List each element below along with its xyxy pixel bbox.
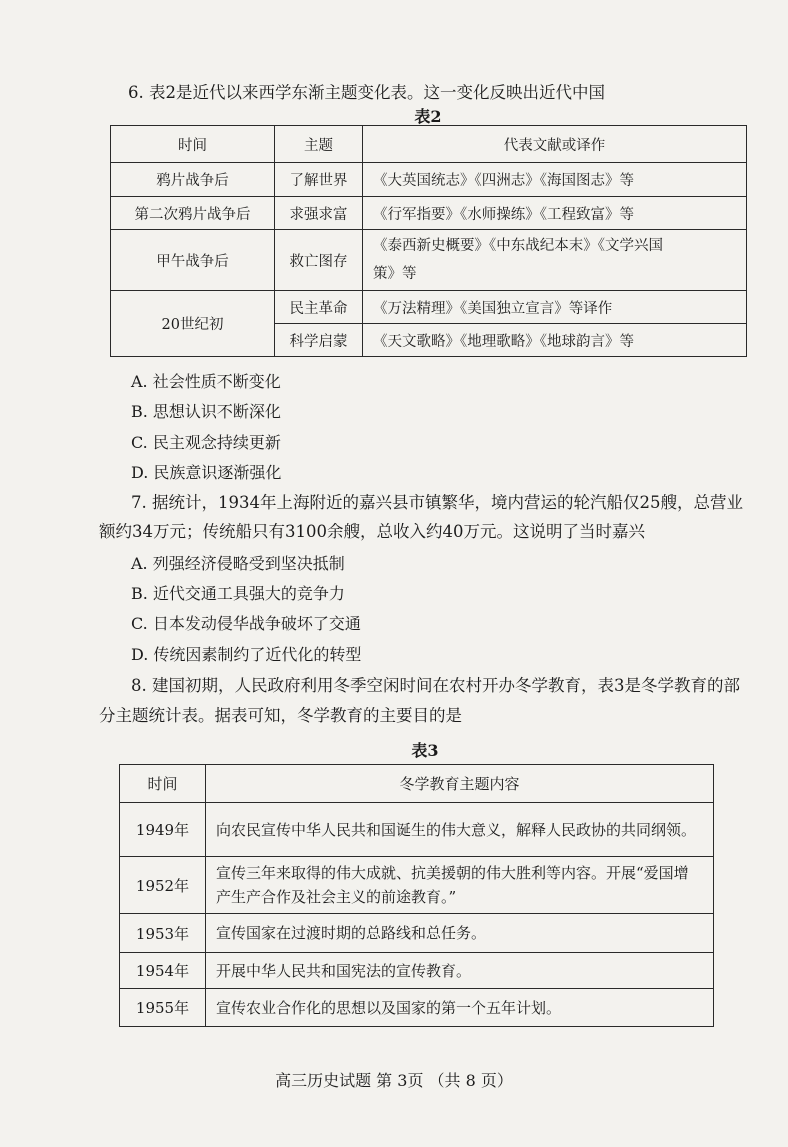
table-row	[120, 857, 714, 914]
q6-option-b[interactable]: B. 思想认识不断深化	[131, 402, 281, 421]
table-row	[120, 914, 714, 953]
table3-content: 宣传三年来取得的伟大成就、抗美援朝的伟大胜利等内容。开展“爱国增产生产合作及社会主义的前途教育。”	[206, 857, 714, 914]
table3-content: 宣传国家在过渡时期的总路线和总任务。	[206, 914, 714, 953]
table2-works-line: 策》等	[373, 266, 417, 282]
table2-theme: 了解世界	[275, 163, 363, 197]
table-row	[111, 291, 747, 324]
q6-stem: 6. 表2是近代以来西学东渐主题变化表。这一变化反映出近代中国	[128, 83, 605, 102]
table2-works: 《天文歌略》《地理歌略》《地球韵言》等	[363, 324, 747, 357]
table3-header-time: 时间	[120, 765, 206, 803]
table3-caption: 表3	[411, 741, 439, 760]
table2-works: 《万法精理》《美国独立宣言》等译作	[363, 291, 747, 324]
table-row	[111, 163, 747, 197]
table2-works: 《行军指要》《水师操练》《工程致富》等	[363, 197, 747, 230]
table2-caption: 表2	[414, 107, 442, 126]
table3-content: 宣传农业合作化的思想以及国家的第一个五年计划。	[206, 989, 714, 1027]
table3-year: 1953年	[120, 914, 206, 953]
table-row	[111, 230, 747, 291]
q7-option-c[interactable]: C. 日本发动侵华战争破坏了交通	[131, 614, 361, 633]
table-row	[120, 953, 714, 989]
table2-header-theme: 主题	[275, 126, 363, 163]
table3-header-row	[120, 765, 714, 803]
table3-year: 1954年	[120, 953, 206, 989]
q8-stem-line1: 8. 建国初期，人民政府利用冬季空闲时间在农村开办冬学教育，表3是冬学教育的部	[131, 676, 740, 695]
table2-theme: 科学启蒙	[275, 324, 363, 357]
table2-theme: 民主革命	[275, 291, 363, 324]
q6-option-a[interactable]: A. 社会性质不断变化	[131, 372, 281, 391]
table-row	[120, 989, 714, 1027]
table3-header-content: 冬学教育主题内容	[206, 765, 714, 803]
table2-theme: 求强求富	[275, 197, 363, 230]
table2-theme: 救亡图存	[275, 230, 363, 291]
q7-option-d[interactable]: D. 传统因素制约了近代化的转型	[131, 645, 362, 664]
table2-works-line: 《泰西新史概要》《中东战纪本末》《文学兴国	[373, 238, 663, 254]
table2-period: 第二次鸦片战争后	[111, 197, 275, 230]
table3-year: 1952年	[120, 857, 206, 914]
table2-period: 鸦片战争后	[111, 163, 275, 197]
page-footer: 高三历史试题 第 3页 （共 8 页）	[275, 1071, 513, 1090]
q6-option-c[interactable]: C. 民主观念持续更新	[131, 433, 281, 452]
table2-header-time: 时间	[111, 126, 275, 163]
table2-period: 甲午战争后	[111, 230, 275, 291]
table-row	[120, 803, 714, 857]
table2-header-works: 代表文献或译作	[363, 126, 747, 163]
table3-content: 向农民宣传中华人民共和国诞生的伟大意义，解释人民政协的共同纲领。	[206, 803, 714, 857]
table2-works: 《大英国统志》《四洲志》《海国图志》等	[363, 163, 747, 197]
table3-year: 1955年	[120, 989, 206, 1027]
table-row	[111, 197, 747, 230]
q7-option-b[interactable]: B. 近代交通工具强大的竞争力	[131, 584, 345, 603]
table2	[110, 125, 747, 357]
q7-stem-line2: 额约34万元；传统船只有3100余艘，总收入约40万元。这说明了当时嘉兴	[99, 522, 645, 541]
table2-period: 20世纪初	[111, 291, 275, 357]
table2-header-row	[111, 126, 747, 163]
q7-option-a[interactable]: A. 列强经济侵略受到坚决抵制	[131, 554, 345, 573]
q6-option-d[interactable]: D. 民族意识逐渐强化	[131, 463, 282, 482]
table3-content: 开展中华人民共和国宪法的宣传教育。	[206, 953, 714, 989]
q7-stem-line1: 7. 据统计，1934年上海附近的嘉兴县市镇繁华，境内营运的轮汽船仅25艘，总营业	[131, 493, 743, 512]
q8-stem-line2: 分主题统计表。据表可知，冬学教育的主要目的是	[99, 706, 462, 725]
table3-year: 1949年	[120, 803, 206, 857]
table3	[119, 764, 714, 1027]
table2-works	[363, 230, 747, 291]
